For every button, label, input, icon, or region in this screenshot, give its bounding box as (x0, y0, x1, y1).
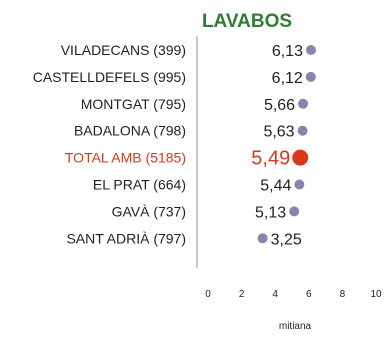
x-tick-label: 2 (238, 289, 245, 300)
category-label: EL PRAT (664) (92, 176, 186, 193)
data-point (306, 45, 316, 55)
data-point (306, 72, 316, 82)
category-label: CASTELLDEFELS (995) (32, 68, 186, 85)
value-label: 6,12 (271, 69, 303, 87)
x-axis-label: mitiana (278, 321, 312, 332)
category-label: VILADECANS (399) (60, 42, 186, 58)
category-label: TOTAL AMB (5185) (64, 149, 186, 166)
x-tick-label: 4 (272, 289, 278, 300)
data-point (298, 99, 308, 109)
x-tick-label: 6 (306, 289, 312, 300)
chart-title: LAVABOS (201, 11, 293, 32)
data-point-highlight (292, 150, 308, 166)
x-tick-label: 10 (370, 289, 382, 300)
category-label: MONTGAT (795) (80, 95, 186, 112)
category-label: SANT ADRIÀ (797) (66, 230, 186, 247)
category-label: BADALONA (798) (73, 122, 186, 139)
data-point (294, 180, 304, 190)
value-label: 5,44 (260, 177, 292, 195)
value-label: 5,13 (255, 204, 287, 222)
value-label: 5,49 (251, 147, 291, 170)
value-label: 5,66 (263, 96, 296, 114)
data-point (289, 206, 299, 216)
data-point (258, 233, 268, 243)
x-tick-label: 0 (205, 289, 211, 300)
value-label: 5,63 (263, 123, 295, 141)
x-tick-label: 8 (339, 289, 346, 300)
data-point (298, 126, 308, 136)
value-label: 3,25 (270, 231, 302, 249)
category-label: GAVÀ (737) (111, 203, 186, 220)
value-label: 6,13 (271, 43, 303, 60)
